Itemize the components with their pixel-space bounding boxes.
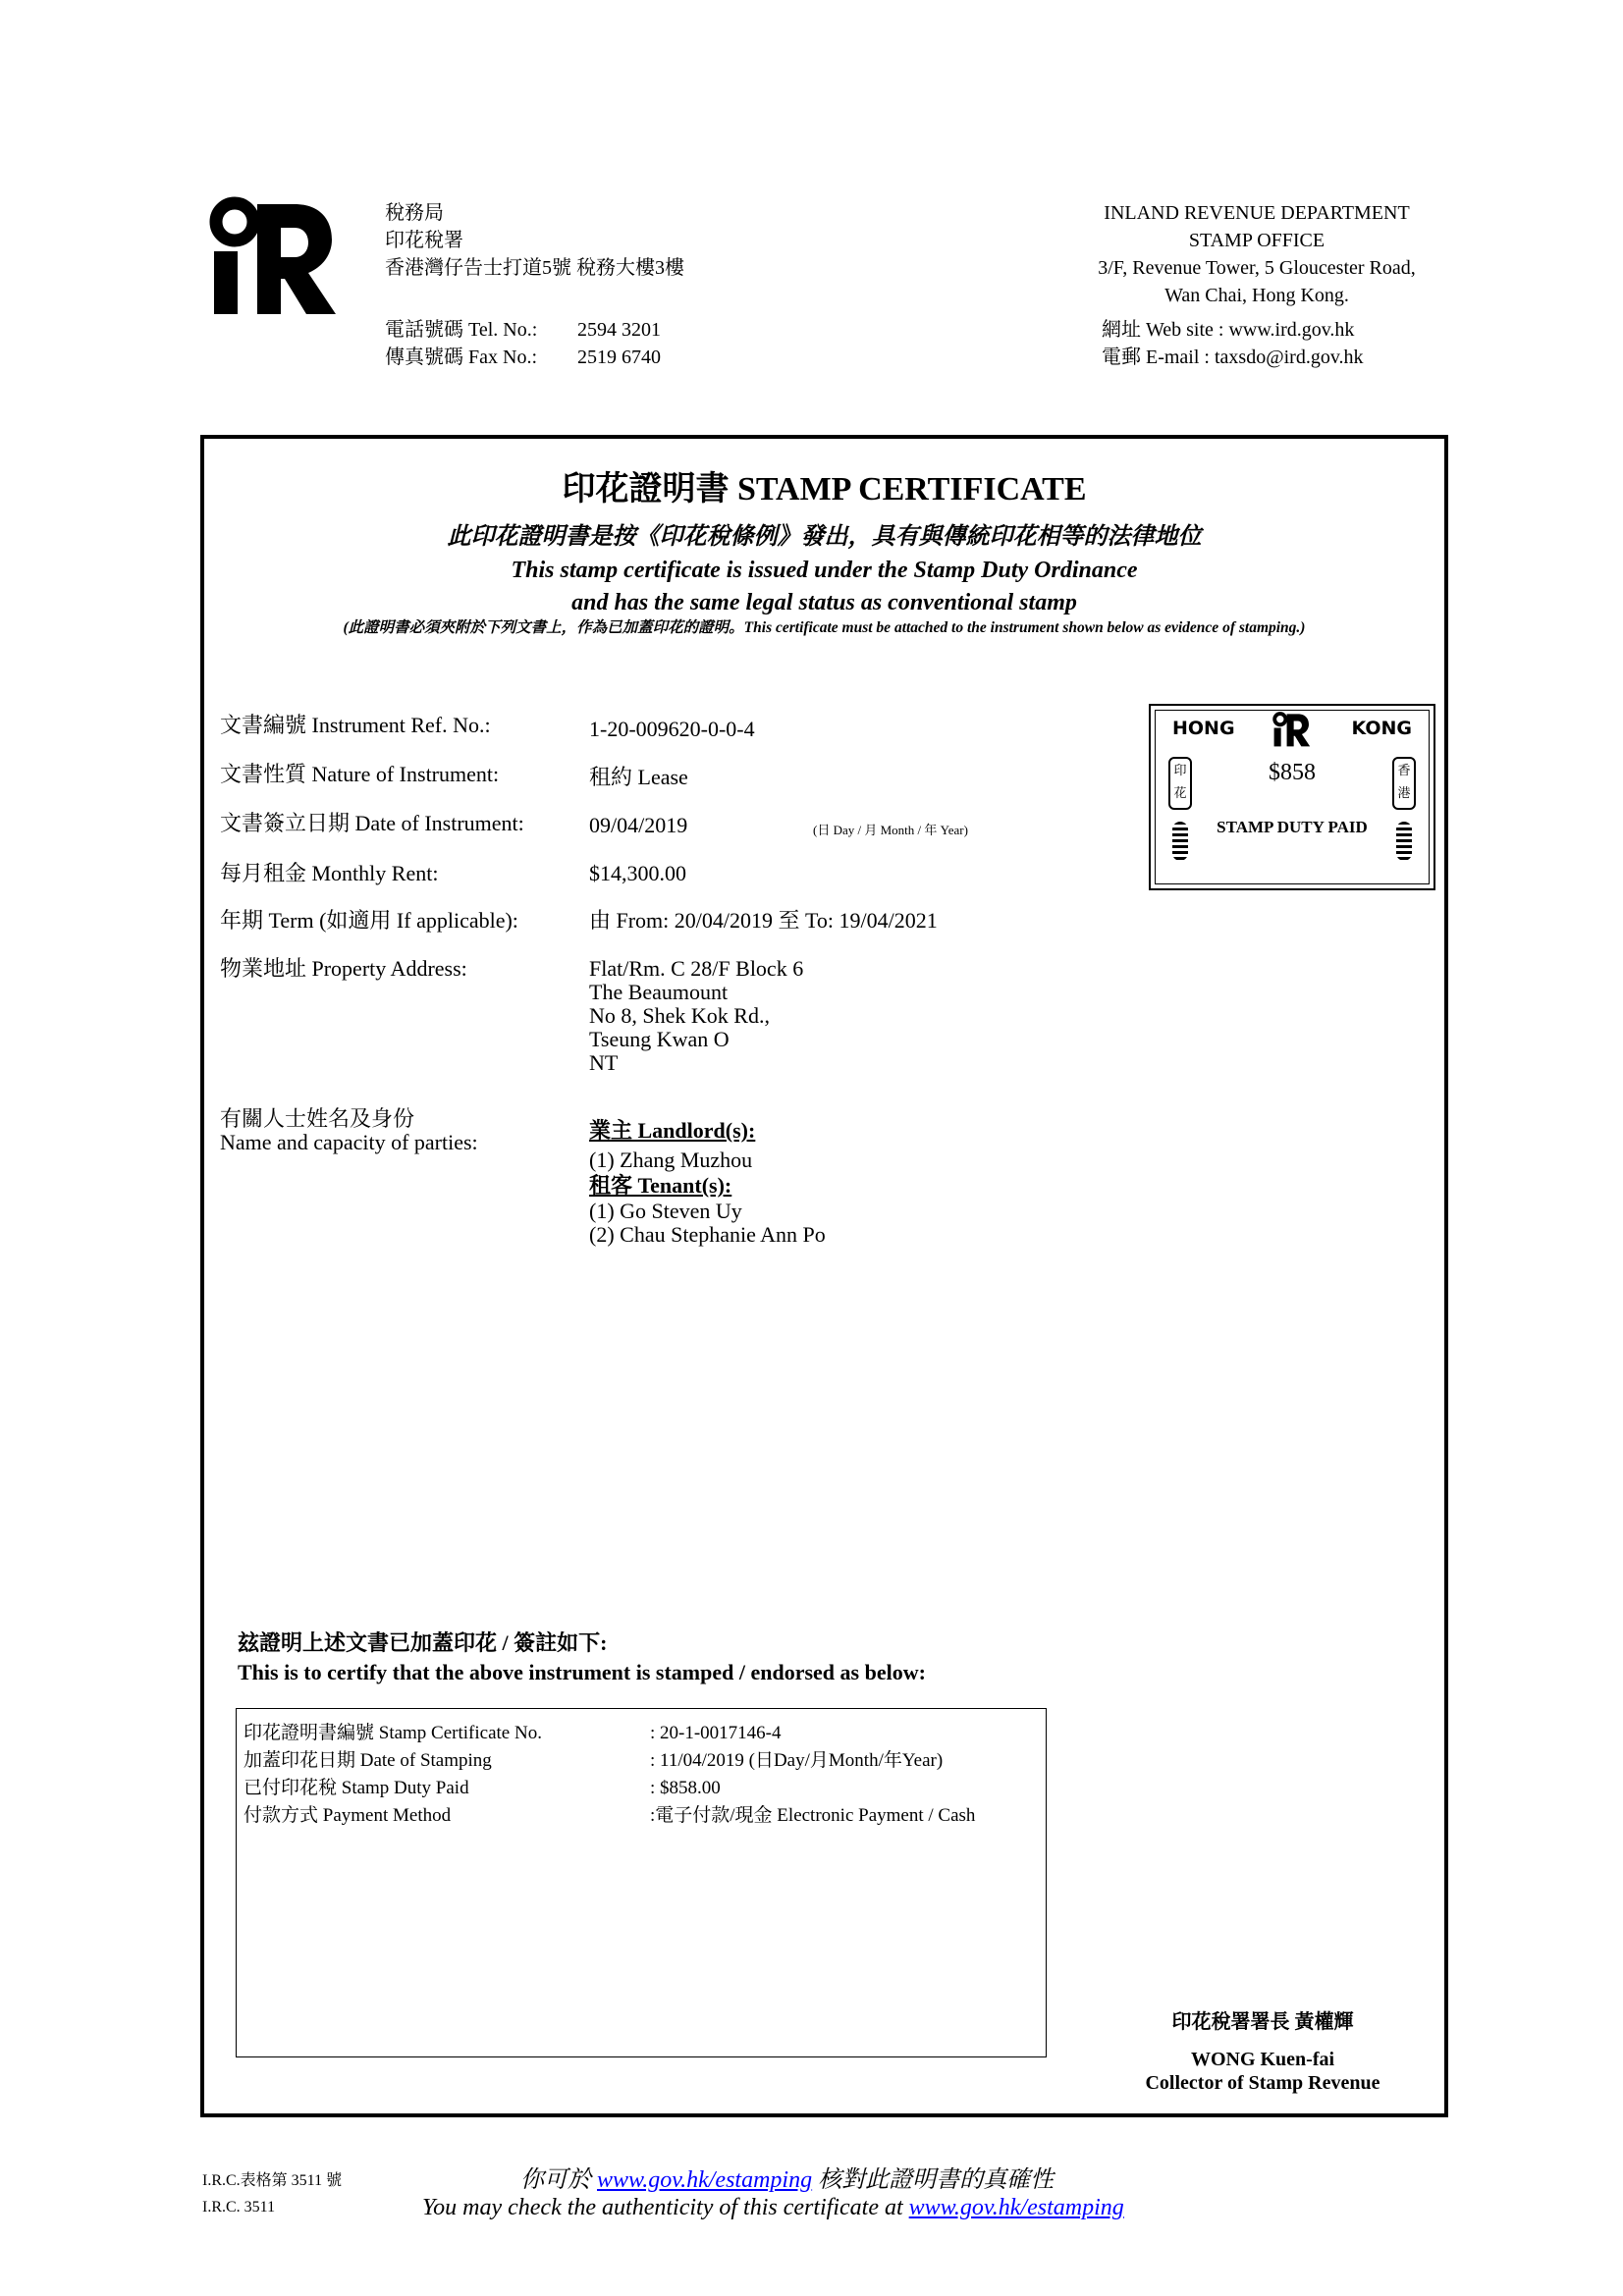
tenant-item: (1) Go Steven Uy [589,1199,742,1223]
header-left-line: 香港灣仔告士打道5號 稅務大樓3樓 [385,257,684,279]
property-address [589,957,803,1075]
header-right-line: INLAND REVENUE DEPARTMENT [1104,202,1410,224]
stamp-duty-paid-stamp [1149,704,1435,890]
stamp-amount: $858 [1269,760,1316,785]
authenticity-cn-post: 核對此證明書的真確性 [812,2167,1055,2193]
parties-label-cn: 有關人士姓名及身份 [220,1106,415,1131]
header-right [1021,199,1492,309]
address-line: Tseung Kwan O [589,1027,730,1051]
fax-label: 傳真號碼 Fax No.: [385,347,537,368]
address-line: No 8, Shek Kok Rd., [589,1003,770,1028]
stamp-coil-left [1172,822,1188,861]
stamp-coil-right [1396,822,1412,861]
collector-name: WONG Kuen-fai [1190,2049,1335,2070]
tel-value: 2594 3201 [577,319,661,341]
parties-label [220,1107,478,1154]
stamp-side-right: 香港 [1392,757,1416,810]
stamp-ir-logo [1270,712,1313,747]
rent-value: $14,300.00 [589,861,686,885]
form-number-en: I.R.C. 3511 [202,2199,276,2216]
cert-no-label: 印花證明書編號 Stamp Certificate No. [243,1723,542,1743]
stamp-hong: HONG [1172,718,1235,739]
rent-label: 每月租金 Monthly Rent: [220,861,439,885]
ref-value: 1-20-009620-0-0-4 [589,717,755,741]
certificate-title: 印花證明書 STAMP CERTIFICATE [562,471,1087,507]
stamp-kong: KONG [1351,718,1412,739]
duty-paid-value: : $858.00 [650,1778,721,1798]
header-left [385,199,684,282]
estamping-link[interactable]: www.gov.hk/estamping [597,2167,813,2193]
header-right-line: 3/F, Revenue Tower, 5 Gloucester Road, [1098,257,1416,279]
header-left-line: 稅務局 [385,202,444,224]
landlord-item: (1) Zhang Muzhou [589,1148,753,1172]
stamp-paid-text: STAMP DUTY PAID [1217,818,1368,836]
payment-method-label: 付款方式 Payment Method [243,1805,452,1826]
ref-label: 文書編號 Instrument Ref. No.: [220,713,491,737]
address-line: NT [589,1050,619,1075]
form-number-cn: I.R.C.表格第 3511 號 [202,2172,343,2189]
header-left-line: 印花稅署 [385,230,463,251]
nature-value: 租約 Lease [589,765,688,789]
address-line: Flat/Rm. C 28/F Block 6 [589,956,804,981]
contact-web-block [1102,316,1364,371]
authenticity-cn [520,2160,1054,2194]
tenant-heading: 租客 Tenant(s): [589,1173,732,1198]
stamp-side-left: 印花 [1168,757,1192,810]
tel-label: 電話號碼 Tel. No.: [385,319,538,341]
website: 網址 Web site : www.ird.gov.hk [1102,319,1355,341]
email: 電郵 E-mail : taxsdo@ird.gov.hk [1102,347,1364,368]
subtitle-en-2: and has the same legal status as conventional stamp [571,590,1077,615]
fax-value: 2519 6740 [577,347,661,368]
payment-method-value: :電子付款/現金 Electronic Payment / Cash [650,1805,976,1826]
collector-title: Collector of Stamp Revenue [1145,2072,1380,2094]
parties-list [589,1119,826,1247]
duty-paid-label: 已付印花稅 Stamp Duty Paid [243,1778,469,1798]
subtitle-en-1: This stamp certificate is issued under the Stamp Duty Ordinance [511,558,1138,583]
stamping-date-label: 加蓋印花日期 Date of Stamping [243,1750,492,1771]
address-line: The Beaumount [589,980,729,1004]
header-right-line: Wan Chai, Hong Kong. [1164,285,1349,306]
parties-label-en: Name and capacity of parties: [220,1130,478,1154]
tenant-item: (2) Chau Stephanie Ann Po [589,1222,826,1247]
stamping-date-value: : 11/04/2019 (日Day/月Month/年Year) [650,1750,944,1771]
header-right-line: STAMP OFFICE [1188,230,1325,251]
nature-label: 文書性質 Nature of Instrument: [220,762,500,786]
term-label: 年期 Term (如適用 If applicable): [220,908,518,933]
landlord-heading: 業主 Landlord(s): [589,1118,756,1143]
term-value: 由 From: 20/04/2019 至 To: 19/04/2021 [589,908,938,933]
certify-cn: 玆證明上述文書已加蓋印花 / 簽註如下: [238,1630,608,1655]
ird-logo [208,196,336,316]
authenticity-en-pre: You may check the authenticity of this certificate at [422,2195,909,2220]
certify-en: This is to certify that the above instrument is stamped / endorsed as below: [238,1660,926,1684]
collector-cn: 印花稅署署長 黃權輝 [1171,2011,1354,2033]
contact-phone-block [385,316,661,371]
address-label: 物業地址 Property Address: [220,956,467,981]
date-format-note: (日 Day / 月 Month / 年 Year) [813,823,968,837]
cert-no-value: : 20-1-0017146-4 [650,1723,782,1743]
date-value: 09/04/2019 [589,813,688,837]
date-label: 文書簽立日期 Date of Instrument: [220,811,524,835]
subtitle-cn: 此印花證明書是按《印花稅條例》發出，具有與傳統印花相等的法律地位 [447,524,1202,550]
authenticity-cn-pre: 你可於 [520,2167,597,2193]
authenticity-en [422,2195,1124,2221]
attachment-note: (此證明書必須夾附於下列文書上，作為已加蓋印花的證明。This certificate must be attached to the instrument shown below as evidence of stamping.) [343,619,1306,636]
estamping-link[interactable]: www.gov.hk/estamping [908,2195,1124,2220]
